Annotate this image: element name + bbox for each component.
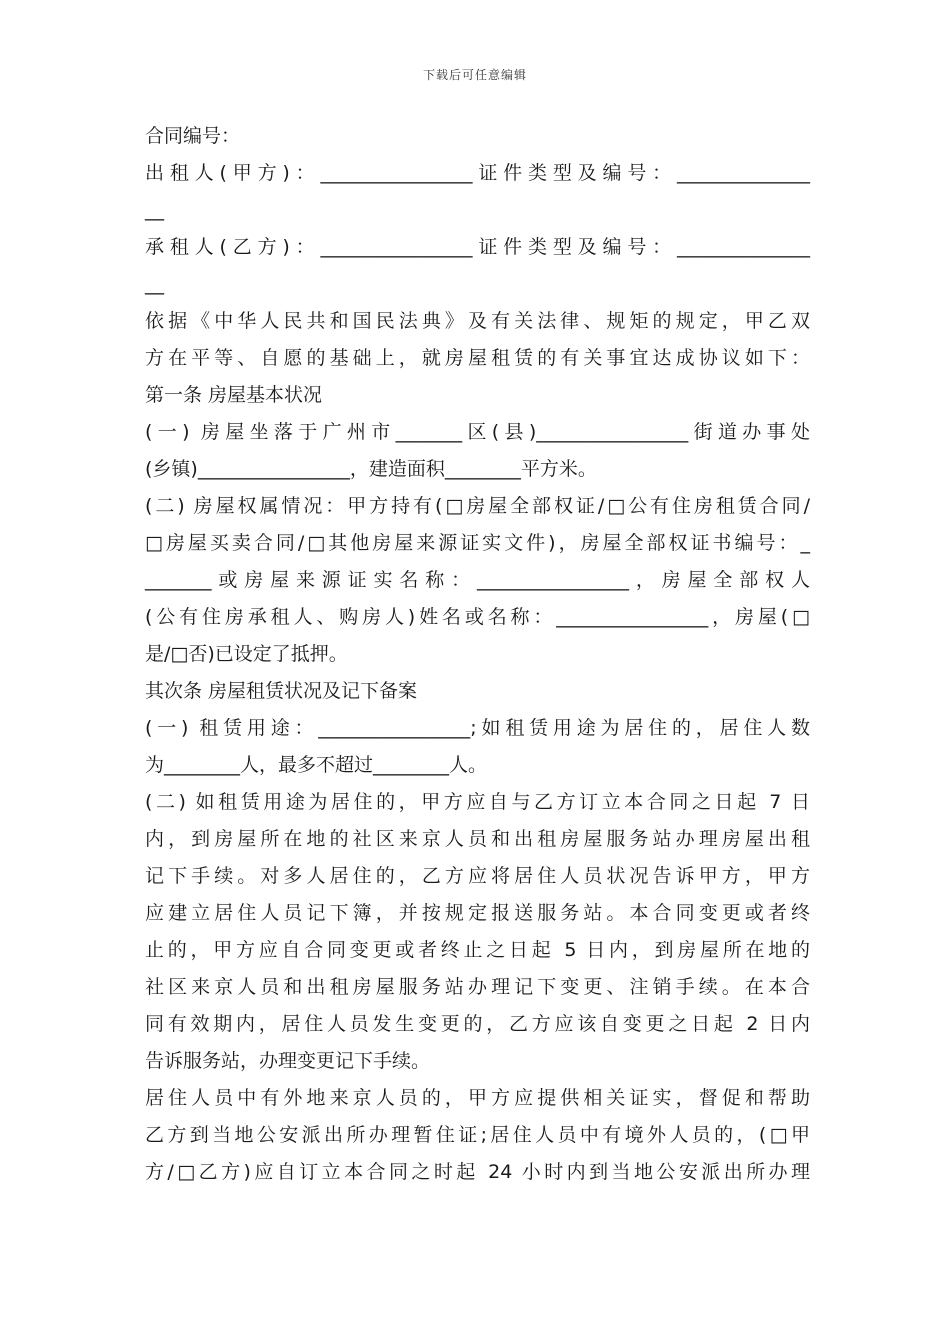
paragraph-line: 居住人员中有外地来京人员的，甲方应提供相关证实，督促和帮助 (145, 1087, 810, 1109)
contract-number-line: 合同编号： (145, 125, 241, 147)
paragraph-line: (一) 房屋坐落于广州市_______区(县)________________街道办事处 (145, 421, 810, 443)
paragraph-line: 社区来京人员和出租房屋服务站办理记下变更、注销手续。在本合 (145, 976, 810, 998)
paragraph-line: 同有效期内，居住人员发生变更的，乙方应该自变更之日起 2 日内 (145, 1013, 810, 1035)
paragraph-line: (二) 房屋权属情况：甲方持有(□房屋全部权证/□公有住房租赁合同/ (145, 495, 810, 517)
paragraph-line: 告诉服务站，办理变更记下手续。 (145, 1050, 431, 1072)
paragraph-line: 是/□否)已设定了抵押。 (145, 643, 348, 665)
paragraph-line: 止的，甲方应自合同变更或者终止之日起 5 日内，到房屋所在地的 (145, 939, 810, 961)
preamble-line: 方在平等、自愿的基础上，就房屋租赁的有关事宜达成协议如下： (145, 347, 810, 369)
paragraph-line: 内，到房屋所在地的社区来京人员和出租房屋服务站办理房屋出租 (145, 828, 810, 850)
preamble-line: 依据《中华人民共和国民法典》及有关法律、规矩的规定，甲乙双 (145, 310, 810, 332)
paragraph-line: (乡镇)________________，建造面积________平方米。 (145, 458, 597, 480)
lessor-line-cont: __ (145, 199, 164, 221)
paragraph-line: (一) 租赁用途：________________;如租赁用途为居住的，居住人数 (145, 717, 810, 739)
paragraph-line: 乙方到当地公安派出所办理暂住证;居住人员中有境外人员的，(□甲 (145, 1124, 810, 1146)
paragraph-line: 应建立居住人员记下簿，并按规定报送服务站。本合同变更或者终 (145, 902, 810, 924)
page-header: 下载后可任意编辑 (422, 68, 527, 82)
paragraph-line: 方/□乙方)应自订立本合同之时起 24 小时内到当地公安派出所办理 (145, 1161, 810, 1183)
paragraph-line: (二) 如租赁用途为居住的，甲方应自与乙方订立本合同之日起 7 日 (145, 791, 810, 813)
paragraph-line: 记下手续。对多人居住的，乙方应将居住人员状况告诉甲方，甲方 (145, 865, 810, 887)
paragraph-line: (公有住房承租人、购房人)姓名或名称：________________，房屋(□ (145, 606, 810, 628)
paragraph-line: _______或房屋来源证实名称：________________，房屋全部权人 (145, 569, 810, 591)
paragraph-line: 为________人，最多不超过________人。 (145, 754, 488, 776)
article-heading: 第一条 房屋基本状况 (145, 384, 323, 406)
lessee-line: 承租人(乙方)：________________证件类型及编号：______________ (145, 236, 810, 258)
contract-body (145, 118, 810, 1191)
article-heading: 其次条 房屋租赁状况及记下备案 (145, 680, 418, 702)
lessee-line-cont: __ (145, 273, 164, 295)
paragraph-line: □房屋买卖合同/□其他房屋来源证实文件)，房屋全部权证书编号：_ (145, 532, 810, 554)
lessor-line: 出租人(甲方)：________________证件类型及编号：______________ (145, 162, 810, 184)
